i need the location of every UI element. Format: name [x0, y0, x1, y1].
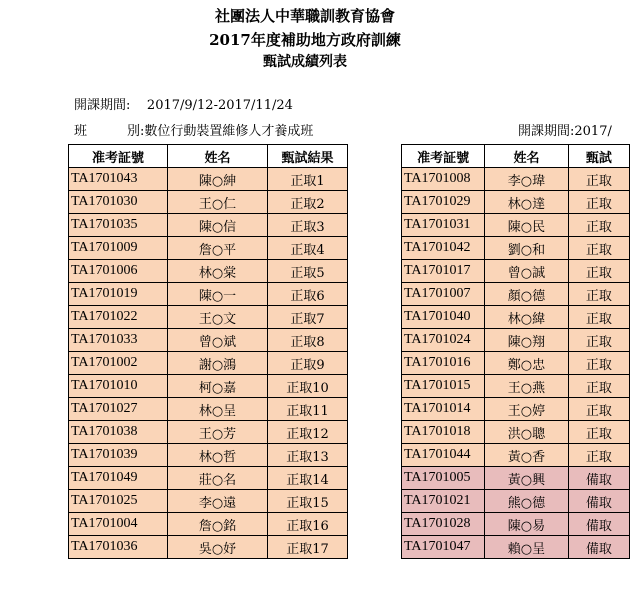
cell-result: 正取15	[268, 490, 348, 513]
cell-result: 正取	[568, 421, 629, 444]
cell-name: 李○瑋	[485, 168, 569, 191]
cell-result: 備取	[568, 490, 629, 513]
right-period: 開課期間:2017/	[518, 124, 612, 139]
cell-id: TA1701006	[69, 260, 168, 283]
cell-name: 林○緯	[485, 306, 569, 329]
cell-result: 備取	[568, 513, 629, 536]
table-row	[69, 329, 348, 352]
table-row	[69, 214, 348, 237]
table-row	[402, 260, 630, 283]
table-row	[69, 444, 348, 467]
cell-name: 洪○聰	[485, 421, 569, 444]
header-id: 准考証號	[69, 145, 168, 168]
cell-name: 王○婷	[485, 398, 569, 421]
cell-name: 吳○妤	[168, 536, 268, 559]
cell-id: TA1701010	[69, 375, 168, 398]
table-row	[402, 283, 630, 306]
right-table-clip	[401, 144, 630, 584]
table-row	[69, 191, 348, 214]
cell-name: 陳○紳	[168, 168, 268, 191]
cell-id: TA1701017	[402, 260, 485, 283]
cell-result: 正取	[568, 214, 629, 237]
cell-result: 正取	[568, 352, 629, 375]
cell-result: 正取13	[268, 444, 348, 467]
cell-id: TA1701024	[402, 329, 485, 352]
cell-result: 正取	[568, 283, 629, 306]
table-row	[69, 168, 348, 191]
cell-name: 曾○誠	[485, 260, 569, 283]
class-label-a: 班	[74, 124, 88, 139]
cell-name: 林○達	[485, 191, 569, 214]
org-title: 社團法人中華職訓教育協會	[214, 7, 395, 25]
cell-id: TA1701043	[69, 168, 168, 191]
cell-name: 詹○銘	[168, 513, 268, 536]
cell-id: TA1701035	[69, 214, 168, 237]
cell-result: 正取	[568, 398, 629, 421]
cell-result: 正取9	[268, 352, 348, 375]
cell-name: 王○仁	[168, 191, 268, 214]
cell-id: TA1701039	[69, 444, 168, 467]
table-row	[402, 398, 630, 421]
cell-id: TA1701019	[69, 283, 168, 306]
cell-result: 正取4	[268, 237, 348, 260]
cell-result: 正取	[568, 260, 629, 283]
cell-result: 備取	[568, 467, 629, 490]
cell-id: TA1701009	[69, 237, 168, 260]
period-value: 2017/9/12-2017/11/24	[146, 98, 293, 113]
cell-id: TA1701036	[69, 536, 168, 559]
cell-name: 林○棠	[168, 260, 268, 283]
table-row	[402, 329, 630, 352]
cell-id: TA1701002	[69, 352, 168, 375]
cell-result: 正取5	[268, 260, 348, 283]
cell-result: 正取	[568, 168, 629, 191]
cell-result: 正取	[568, 191, 629, 214]
table-row	[69, 398, 348, 421]
cell-id: TA1701033	[69, 329, 168, 352]
table-header-row	[69, 145, 348, 168]
table-row	[69, 260, 348, 283]
cell-name: 熊○德	[485, 490, 569, 513]
cell-id: TA1701044	[402, 444, 485, 467]
cell-id: TA1701042	[402, 237, 485, 260]
cell-result: 正取	[568, 306, 629, 329]
cell-result: 正取	[568, 329, 629, 352]
period-label: 開課期間:	[74, 98, 131, 113]
left-table	[68, 144, 348, 559]
period-line	[74, 94, 293, 113]
cell-result: 正取1	[268, 168, 348, 191]
cell-id: TA1701005	[402, 467, 485, 490]
header-result: 甄試	[568, 145, 629, 168]
table-row	[402, 536, 630, 559]
cell-result: 正取	[568, 375, 629, 398]
cell-id: TA1701014	[402, 398, 485, 421]
table-row	[69, 283, 348, 306]
table-row	[402, 352, 630, 375]
cell-name: 曾○斌	[168, 329, 268, 352]
cell-name: 柯○嘉	[168, 375, 268, 398]
cell-name: 林○呈	[168, 398, 268, 421]
table-row	[69, 375, 348, 398]
cell-id: TA1701031	[402, 214, 485, 237]
cell-name: 謝○鴻	[168, 352, 268, 375]
cell-result: 正取2	[268, 191, 348, 214]
table-row	[69, 421, 348, 444]
table-row	[69, 352, 348, 375]
cell-name: 王○文	[168, 306, 268, 329]
cell-name: 莊○名	[168, 467, 268, 490]
cell-id: TA1701030	[69, 191, 168, 214]
cell-name: 賴○呈	[485, 536, 569, 559]
table-row	[402, 168, 630, 191]
cell-name: 王○芳	[168, 421, 268, 444]
cell-name: 李○遠	[168, 490, 268, 513]
header-result: 甄試結果	[268, 145, 348, 168]
table-row	[402, 421, 630, 444]
cell-name: 陳○翔	[485, 329, 569, 352]
cell-id: TA1701018	[402, 421, 485, 444]
cell-result: 正取10	[268, 375, 348, 398]
cell-result: 正取	[568, 444, 629, 467]
cell-id: TA1701049	[69, 467, 168, 490]
cell-id: TA1701022	[69, 306, 168, 329]
cell-name: 陳○信	[168, 214, 268, 237]
table-row	[402, 467, 630, 490]
cell-result: 正取7	[268, 306, 348, 329]
table-row	[402, 490, 630, 513]
table-row	[402, 306, 630, 329]
cell-id: TA1701029	[402, 191, 485, 214]
header-name: 姓名	[168, 145, 268, 168]
table-row	[402, 444, 630, 467]
header-id: 准考証號	[402, 145, 485, 168]
table-row	[402, 375, 630, 398]
table-row	[402, 191, 630, 214]
cell-result: 正取17	[268, 536, 348, 559]
table-row	[69, 467, 348, 490]
cell-name: 黃○興	[485, 467, 569, 490]
cell-id: TA1701028	[402, 513, 485, 536]
table-header-row	[402, 145, 630, 168]
cell-result: 備取	[568, 536, 629, 559]
cell-id: TA1701038	[69, 421, 168, 444]
cell-name: 陳○一	[168, 283, 268, 306]
table-row	[402, 237, 630, 260]
cell-result: 正取16	[268, 513, 348, 536]
cell-name: 林○哲	[168, 444, 268, 467]
doc-subtitle: 甄試成績列表	[263, 54, 347, 70]
header-name: 姓名	[485, 145, 569, 168]
table-row	[69, 536, 348, 559]
cell-id: TA1701004	[69, 513, 168, 536]
cell-id: TA1701015	[402, 375, 485, 398]
doc-title: 2017年度補助地方政府訓練	[209, 31, 401, 49]
cell-result: 正取14	[268, 467, 348, 490]
right-table	[401, 144, 630, 559]
class-label-b: 別:	[127, 124, 145, 139]
cell-name: 王○燕	[485, 375, 569, 398]
cell-name: 陳○民	[485, 214, 569, 237]
cell-id: TA1701008	[402, 168, 485, 191]
table-row	[69, 237, 348, 260]
cell-name: 詹○平	[168, 237, 268, 260]
cell-id: TA1701025	[69, 490, 168, 513]
cell-name: 黃○香	[485, 444, 569, 467]
class-value: 數位行動裝置維修人才養成班	[144, 124, 314, 139]
cell-name: 陳○易	[485, 513, 569, 536]
cell-id: TA1701021	[402, 490, 485, 513]
cell-id: TA1701047	[402, 536, 485, 559]
class-line	[74, 120, 313, 139]
cell-result: 正取12	[268, 421, 348, 444]
table-row	[402, 513, 630, 536]
cell-result: 正取8	[268, 329, 348, 352]
cell-id: TA1701007	[402, 283, 485, 306]
cell-name: 劉○和	[485, 237, 569, 260]
table-row	[69, 306, 348, 329]
cell-id: TA1701027	[69, 398, 168, 421]
table-row	[402, 214, 630, 237]
cell-result: 正取	[568, 237, 629, 260]
cell-id: TA1701040	[402, 306, 485, 329]
cell-name: 鄭○忠	[485, 352, 569, 375]
table-row	[69, 513, 348, 536]
cell-result: 正取11	[268, 398, 348, 421]
cell-result: 正取6	[268, 283, 348, 306]
cell-result: 正取3	[268, 214, 348, 237]
cell-id: TA1701016	[402, 352, 485, 375]
table-row	[69, 490, 348, 513]
cell-name: 顏○德	[485, 283, 569, 306]
